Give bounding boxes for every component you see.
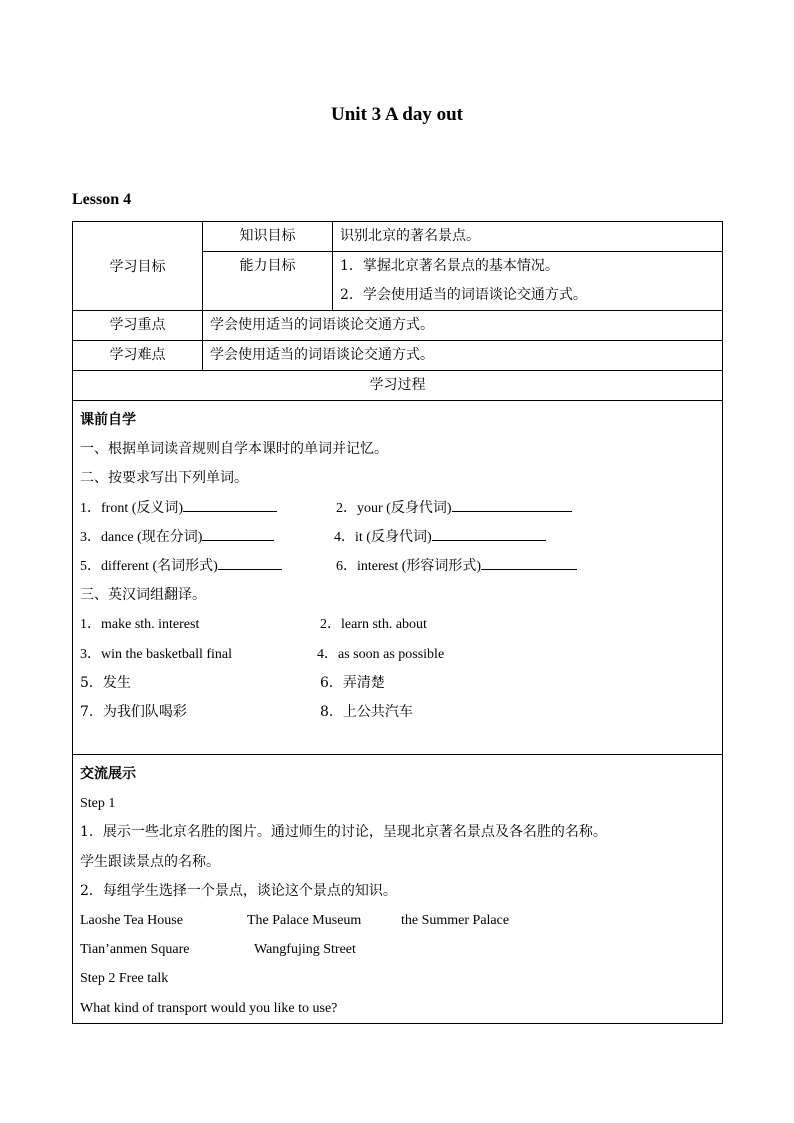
word-item: 3．dance (现在分词) xyxy=(80,529,203,545)
answer-blank[interactable] xyxy=(481,553,577,570)
phrase-item: 4．as soon as possible xyxy=(317,646,445,662)
phrase-item: 2．learn sth. about xyxy=(320,617,427,633)
word-item: 1．front (反义词) xyxy=(80,500,184,516)
word-item: 6．interest (形容词形式) xyxy=(336,558,482,574)
answer-blank[interactable] xyxy=(432,524,546,541)
word-row xyxy=(80,523,715,552)
phrase-item: 3．win the basketball final xyxy=(80,646,233,662)
preview-section xyxy=(73,401,723,755)
ability-item: 2．学会使用适当的词语谈论交通方式。 xyxy=(340,287,587,303)
exchange-section xyxy=(73,755,723,1024)
ability-cell xyxy=(333,252,723,311)
free-talk-question: What kind of transport would you like to use? xyxy=(80,1000,338,1016)
place-name: The Palace Museum xyxy=(247,912,362,928)
word-item: 5．different (名词形式) xyxy=(80,558,218,574)
word-row xyxy=(80,552,715,581)
phrase-row xyxy=(80,669,715,698)
preview-task-1: 一、根据单词读音规则自学本课时的单词并记忆。 xyxy=(80,441,388,458)
objectives-label: 学习目标 xyxy=(109,259,166,275)
word-row xyxy=(80,494,715,523)
place-name: Tian’anmen Square xyxy=(80,942,190,958)
word-item: 2．your (反身代词) xyxy=(336,500,452,516)
knowledge-text: 识别北京的著名景点。 xyxy=(340,228,480,244)
place-name: Wangfujing Street xyxy=(254,942,356,958)
phrase-item: 6．弄清楚 xyxy=(320,674,385,691)
exchange-item-1: 1．展示一些北京名胜的图片。通过师生的讨论，呈现北京著名景点及各名胜的名称。 xyxy=(80,824,607,841)
phrase-row xyxy=(80,640,715,669)
preview-heading: 课前自学 xyxy=(80,412,136,428)
step-2-label: Step 2 Free talk xyxy=(80,971,169,987)
lesson-table xyxy=(72,221,723,1024)
answer-blank[interactable] xyxy=(452,495,572,512)
difficulties-label: 学习难点 xyxy=(73,341,203,371)
knowledge-label: 知识目标 xyxy=(203,222,333,252)
page-title: Unit 3 A day out xyxy=(331,104,463,125)
step-1-label: Step 1 xyxy=(80,796,116,812)
difficulties-cell xyxy=(203,341,723,371)
process-label: 学习过程 xyxy=(73,371,723,401)
key-points-label: 学习重点 xyxy=(73,311,203,341)
knowledge-cell xyxy=(333,222,723,252)
phrase-item: 8．上公共汽车 xyxy=(320,703,413,720)
place-name: the Summer Palace xyxy=(401,912,510,928)
phrase-item: 7．为我们队喝彩 xyxy=(80,703,187,720)
phrase-row xyxy=(80,698,715,727)
places-row xyxy=(80,935,715,964)
preview-task-2: 二、按要求写出下列单词。 xyxy=(80,470,248,487)
lesson-heading: Lesson 4 xyxy=(72,191,132,208)
answer-blank[interactable] xyxy=(202,524,274,541)
exchange-item-1-cont: 学生跟读景点的名称。 xyxy=(80,853,220,870)
phrase-item: 5．发生 xyxy=(80,674,131,691)
place-name: Laoshe Tea House xyxy=(80,912,183,928)
difficulties-text: 学会使用适当的词语谈论交通方式。 xyxy=(210,347,434,363)
objectives-label-cell xyxy=(73,222,203,311)
ability-item: 1．掌握北京著名景点的基本情况。 xyxy=(340,258,559,274)
ability-label: 能力目标 xyxy=(239,258,296,274)
phrase-item: 1．make sth. interest xyxy=(80,617,200,633)
key-points-cell xyxy=(203,311,723,341)
preview-task-3: 三、英汉词组翻译。 xyxy=(80,587,206,604)
phrase-row xyxy=(80,610,715,639)
ability-label-cell xyxy=(203,252,333,311)
exchange-item-2: 2．每组学生选择一个景点，谈论这个景点的知识。 xyxy=(80,882,397,899)
word-item: 4．it (反身代词) xyxy=(334,529,432,545)
answer-blank[interactable] xyxy=(218,553,282,570)
places-row xyxy=(80,906,715,935)
exchange-heading: 交流展示 xyxy=(80,766,136,782)
key-points-text: 学会使用适当的词语谈论交通方式。 xyxy=(210,317,434,333)
answer-blank[interactable] xyxy=(183,495,277,512)
